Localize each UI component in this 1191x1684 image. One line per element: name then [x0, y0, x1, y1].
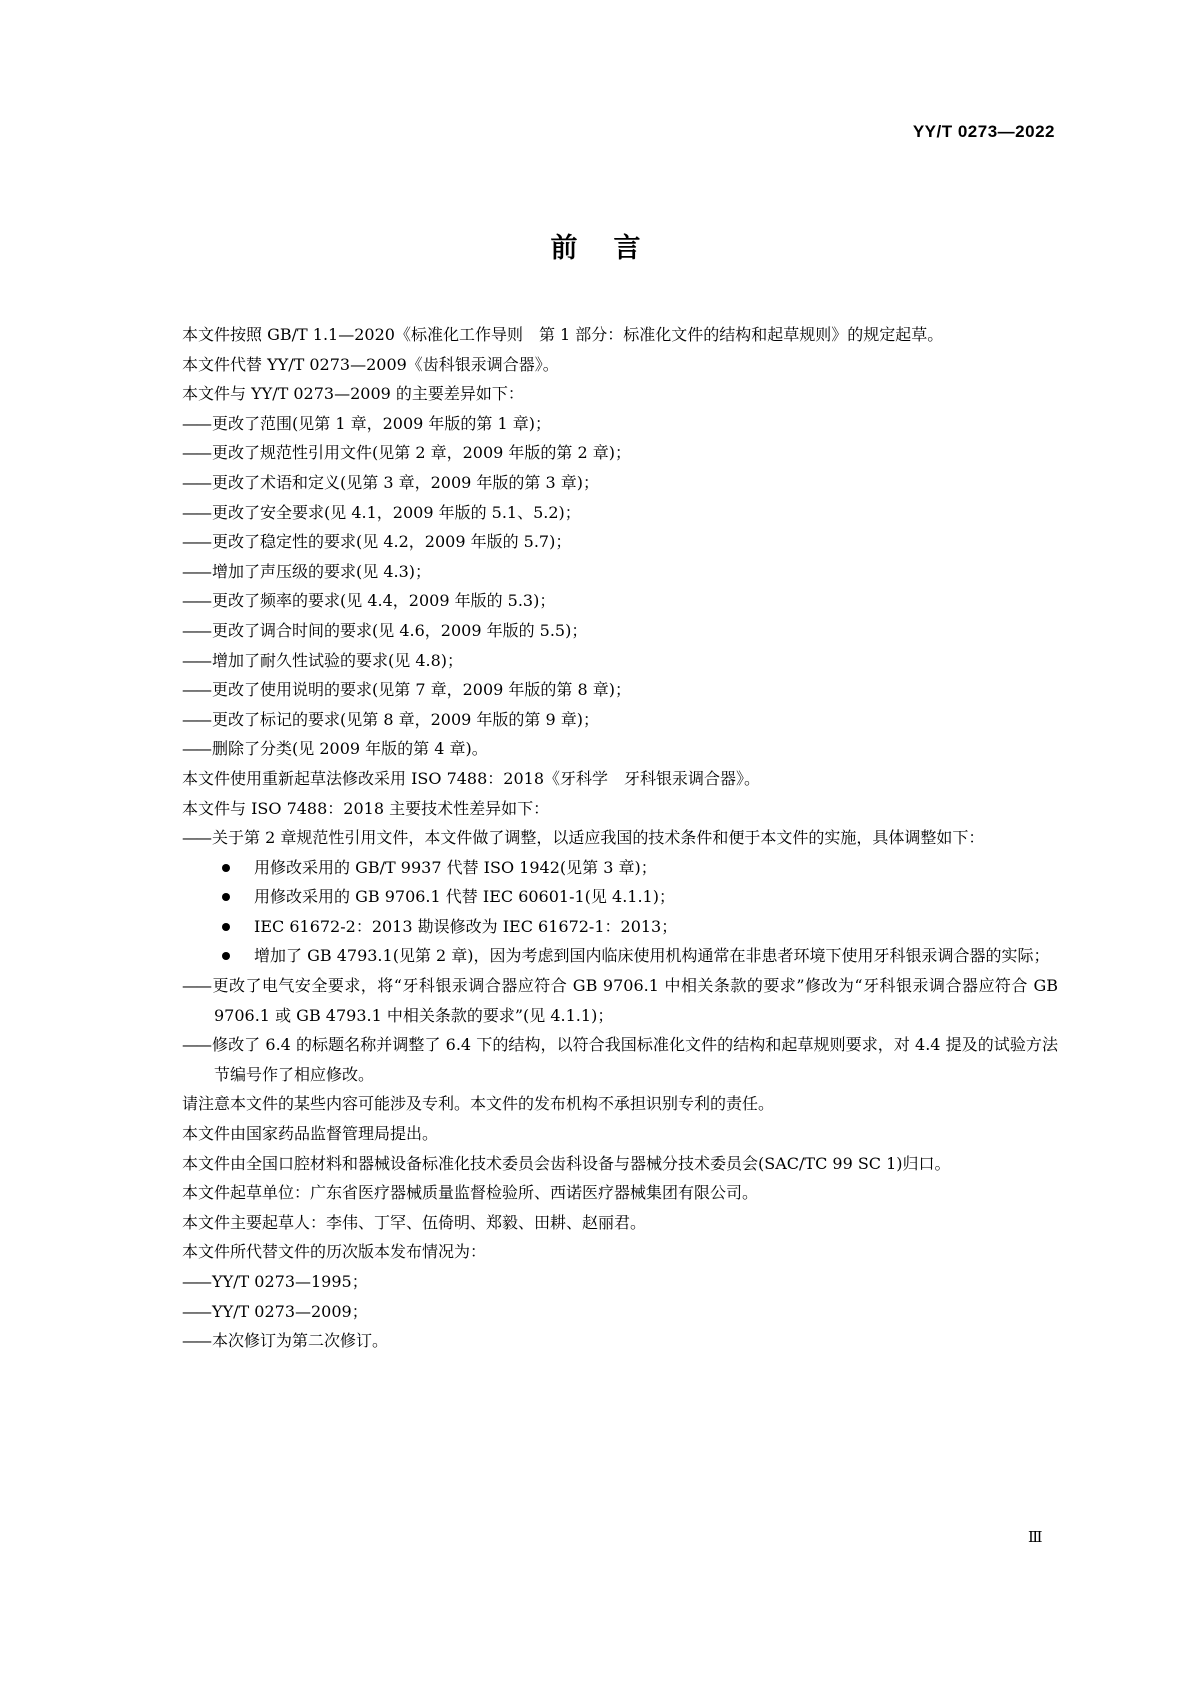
history-item: —— YY/T 0273—2009； [150, 1297, 1058, 1327]
closing-paragraph: 请注意本文件的某些内容可能涉及专利。本文件的发布机构不承担识别专利的责任。 [182, 1094, 775, 1114]
iso-diff-intro: 本文件与 ISO 7488：2018 主要技术性差异如下： [182, 798, 550, 818]
bullet-dot-icon [222, 864, 230, 872]
intro-paragraph: 本文件与 YY/T 0273—2009 的主要差异如下： [182, 384, 524, 404]
bullet-item [150, 912, 1058, 942]
foreword-body [150, 320, 1058, 1356]
change-item: —— 更改了安全要求(见 4.1，2009 年版的 5.1、5.2)； [150, 498, 1058, 528]
bullet-text: 增加了 GB 4793.1(见第 2 章)，因为考虑到国内临床使用机构通常在非患者环境下使用牙科银汞调合器的实际； [254, 946, 1050, 966]
change-item: —— 更改了范围(见第 1 章，2009 年版的第 1 章)； [150, 409, 1058, 439]
change-item: —— 更改了调合时间的要求(见 4.6，2009 年版的 5.5)； [150, 616, 1058, 646]
bullet-dot-icon [222, 893, 230, 901]
change-item: —— 更改了标记的要求(见第 8 章，2009 年版的第 9 章)； [150, 705, 1058, 735]
bullet-dot-icon [222, 952, 230, 960]
bullet-item [150, 882, 1058, 912]
change-item: —— 删除了分类(见 2009 年版的第 4 章)。 [150, 734, 1058, 764]
bullet-text: 用修改采用的 GB/T 9937 代替 ISO 1942(见第 3 章)； [254, 857, 657, 877]
change-item: —— 更改了术语和定义(见第 3 章，2009 年版的第 3 章)； [150, 468, 1058, 498]
bullet-item [150, 941, 1058, 971]
closing-paragraph: 本文件由国家药品监督管理局提出。 [182, 1124, 439, 1144]
history-item: —— 本次修订为第二次修订。 [150, 1326, 1058, 1356]
history-item: —— YY/T 0273—1995； [150, 1267, 1058, 1297]
change-item: —— 增加了耐久性试验的要求(见 4.8)； [150, 646, 1058, 676]
iso-diff-item: —— 更改了电气安全要求，将“牙科银汞调合器应符合 GB 9706.1 中相关条款的要求”修改为“牙科银汞调合器应符合 GB 9706.1 或 GB 4793.1 中相关条款的要求”(见 4.1.1)； [150, 971, 1058, 1030]
change-item: —— 更改了使用说明的要求(见第 7 章，2009 年版的第 8 章)； [150, 675, 1058, 705]
bullet-item [150, 853, 1058, 883]
document-code: YY/T 0273—2022 [912, 122, 1055, 141]
bullet-dot-icon [222, 923, 230, 931]
change-item: —— 更改了规范性引用文件(见第 2 章，2009 年版的第 2 章)； [150, 438, 1058, 468]
iso-diff-item: —— 关于第 2 章规范性引用文件，本文件做了调整，以适应我国的技术条件和便于本文件的实施，具体调整如下： [150, 823, 1058, 853]
intro-paragraph: 本文件按照 GB/T 1.1—2020《标准化工作导则 第 1 部分：标准化文件的结构和起草规则》的规定起草。 [182, 325, 944, 344]
bullet-text: IEC 61672-2：2013 勘误修改为 IEC 61672-1：2013； [254, 916, 678, 936]
closing-paragraph: 本文件主要起草人：李伟、丁罕、伍倚明、郑毅、田耕、赵丽君。 [182, 1212, 647, 1232]
closing-paragraph: 本文件所代替文件的历次版本发布情况为： [182, 1242, 487, 1262]
page-title: 前言 [550, 233, 677, 264]
iso-diff-item: —— 修改了 6.4 的标题名称并调整了 6.4 下的结构，以符合我国标准化文件的结构和起草规则要求，对 4.4 提及的试验方法节编号作了相应修改。 [150, 1030, 1058, 1089]
closing-paragraph: 本文件由全国口腔材料和器械设备标准化技术委员会齿科设备与器械分技术委员会(SAC/TC 99 SC 1)归口。 [182, 1153, 951, 1173]
change-item: —— 增加了声压级的要求(见 4.3)； [150, 557, 1058, 587]
change-item: —— 更改了频率的要求(见 4.4，2009 年版的 5.3)； [150, 586, 1058, 616]
intro-paragraph: 本文件代替 YY/T 0273—2009《齿科银汞调合器》。 [182, 354, 559, 374]
page-number: Ⅲ [1028, 1528, 1043, 1546]
iso-adoption-paragraph: 本文件使用重新起草法修改采用 ISO 7488：2018《牙科学 牙科银汞调合器》。 [182, 768, 761, 788]
closing-paragraph: 本文件起草单位：广东省医疗器械质量监督检验所、西诺医疗器械集团有限公司。 [182, 1183, 759, 1203]
bullet-text: 用修改采用的 GB 9706.1 代替 IEC 60601-1(见 4.1.1)； [254, 887, 675, 907]
change-item: —— 更改了稳定性的要求(见 4.2，2009 年版的 5.7)； [150, 527, 1058, 557]
